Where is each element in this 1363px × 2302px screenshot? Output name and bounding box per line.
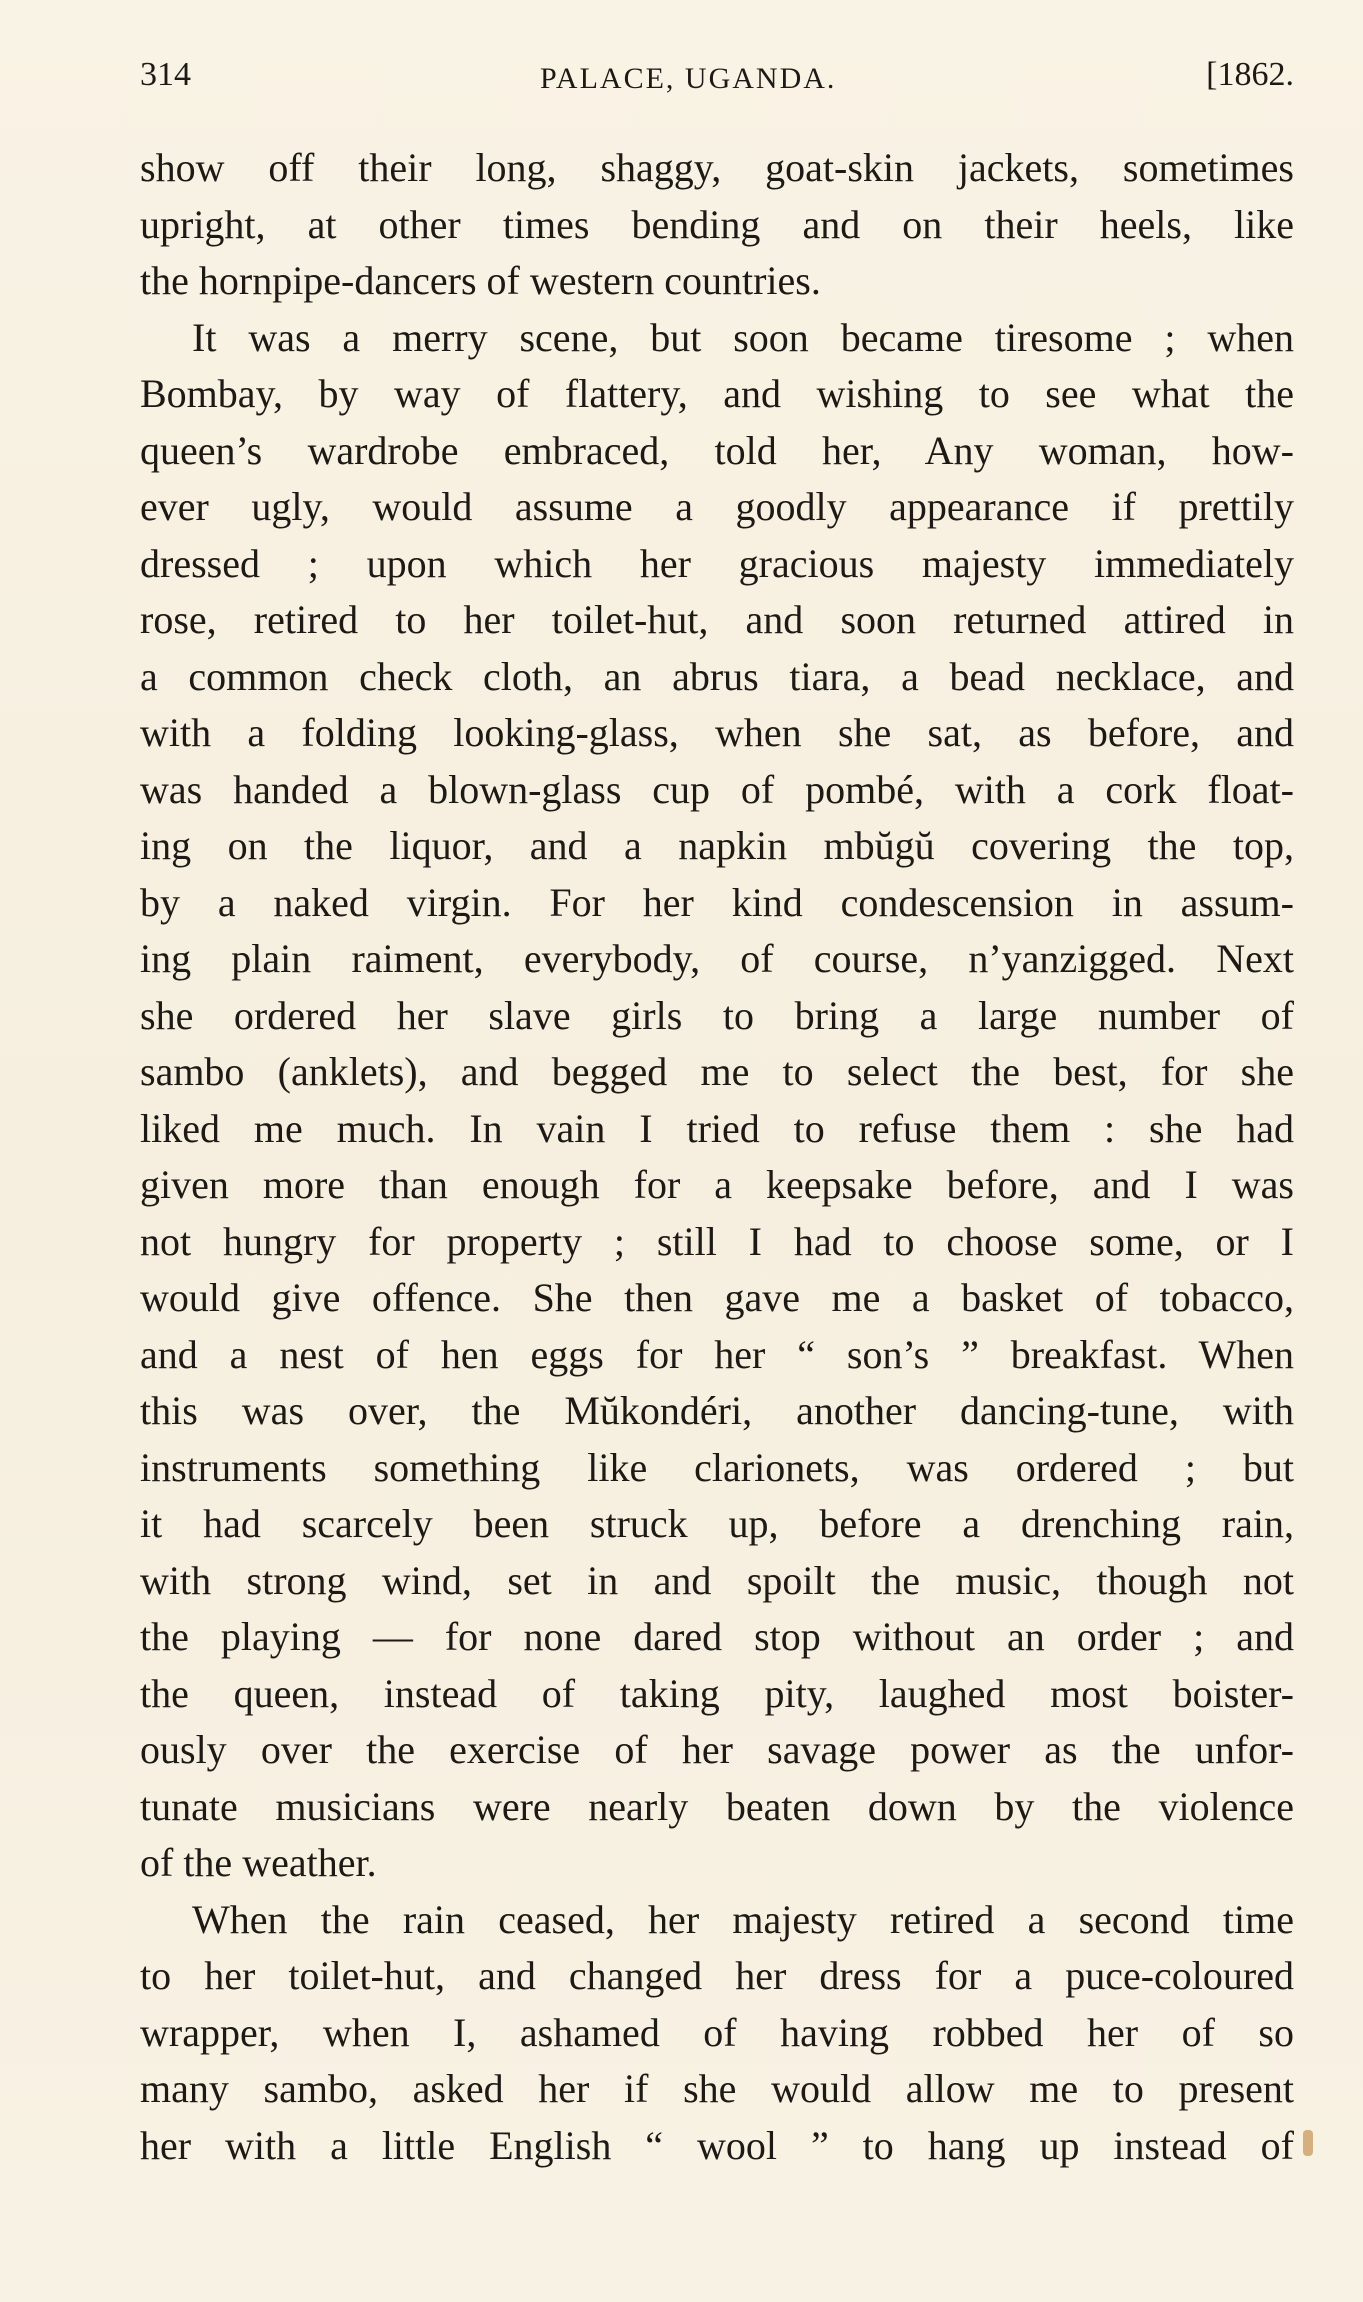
paragraph-start-line: It was a merry scene, but soon became tiresome ; when [192, 314, 1294, 360]
text-line: tunate musicians were nearly beaten down by the violence [140, 1783, 1294, 1829]
text-line: the queen, instead of taking pity, laughed most boister- [140, 1670, 1294, 1716]
running-head: PALACE, UGANDA. [540, 62, 837, 95]
text-line: ever ugly, would assume a goodly appearance if prettily [140, 484, 1294, 529]
text-line: the hornpipe-dancers of western countries. [140, 258, 821, 303]
text-line: Bombay, by way of flattery, and wishing to see what the [140, 371, 1294, 416]
text-line: to her toilet-hut, and changed her dress for a puce-coloured [140, 1953, 1294, 1998]
text-line: she ordered her slave girls to bring a large number of [140, 992, 1294, 1038]
page-number: 314 [140, 56, 191, 93]
text-line: not hungry for property ; still I had to choose some, or I [140, 1218, 1294, 1264]
text-line: and a nest of hen eggs for her “ son’s ” breakfast. When [140, 1331, 1294, 1377]
text-line: given more than enough for a keepsake before, and I was [140, 1162, 1294, 1207]
text-line: by a naked virgin. For her kind condescension in assum- [140, 879, 1294, 925]
text-line: of the weather. [140, 1840, 377, 1885]
text-line: show off their long, shaggy, goat-skin jackets, sometimes [140, 145, 1294, 190]
text-line: dressed ; upon which her gracious majesty immediately [140, 540, 1294, 586]
text-line: ously over the exercise of her savage power as the unfor- [140, 1727, 1294, 1772]
text-line: instruments something like clarionets, was ordered ; but [140, 1444, 1294, 1490]
text-line: it had scarcely been struck up, before a drenching rain, [140, 1501, 1294, 1546]
text-line: the playing — for none dared stop without an order ; and [140, 1614, 1294, 1659]
page-header [140, 55, 1294, 115]
text-line: with strong wind, set in and spoilt the music, though not [140, 1557, 1294, 1603]
text-line: a common check cloth, an abrus tiara, a bead necklace, and [140, 653, 1294, 699]
text-line: ing on the liquor, and a napkin mbŭgŭ covering the top, [140, 823, 1294, 868]
text-line: with a folding looking-glass, when she sat, as before, and [140, 710, 1294, 755]
text-line: many sambo, asked her if she would allow me to present [140, 2066, 1294, 2111]
text-line: wrapper, when I, ashamed of having robbed her of so [140, 2009, 1294, 2055]
text-line: sambo (anklets), and begged me to select the best, for she [140, 1049, 1294, 1094]
text-line: would give offence. She then gave me a basket of tobacco, [140, 1275, 1294, 1320]
text-line: was handed a blown-glass cup of pombé, with a cork float- [140, 766, 1294, 812]
ink-smudge-mark [1303, 2130, 1313, 2156]
body-text [140, 140, 1294, 2174]
text-line: queen’s wardrobe embraced, told her, Any woman, how- [140, 427, 1294, 473]
text-line: liked me much. In vain I tried to refuse them : she had [140, 1105, 1294, 1151]
text-line: upright, at other times bending and on their heels, like [140, 201, 1294, 247]
text-line: her with a little English “ wool ” to hang up instead of [140, 2122, 1294, 2168]
text-line: this was over, the Mŭkondéri, another dancing-tune, with [140, 1388, 1294, 1433]
header-year: [1862. [1206, 56, 1294, 93]
text-line: ing plain raiment, everybody, of course, n’yanzigged. Next [140, 936, 1294, 981]
text-line: rose, retired to her toilet-hut, and soon returned attired in [140, 597, 1294, 642]
paragraph-start-line: When the rain ceased, her majesty retired a second time [192, 1896, 1294, 1942]
